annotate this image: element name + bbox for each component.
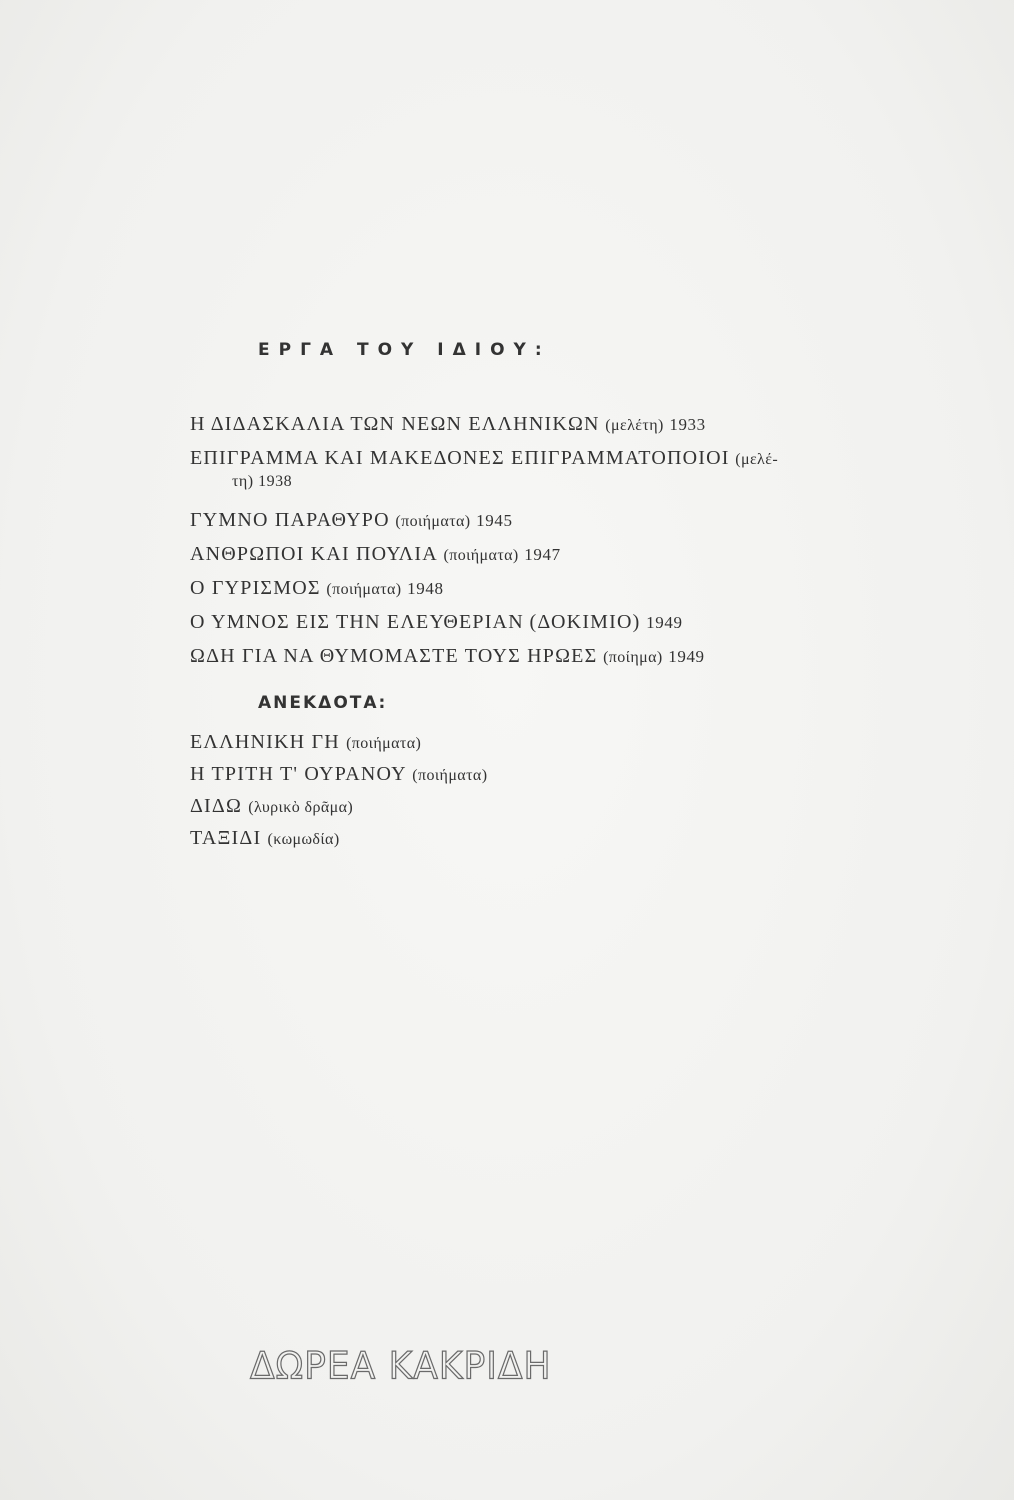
unpublished-note: (ποιήματα) xyxy=(346,735,422,752)
unpublished-note: (κωμωδία) xyxy=(267,831,340,848)
work-title: Η ΔΙΔΑΣΚΑΛΙΑ ΤΩΝ ΝΕΩΝ ΕΛΛΗΝΙΚΩΝ xyxy=(190,413,600,435)
work-title: ΓΥΜΝΟ ΠΑΡΑΘΥΡΟ xyxy=(190,509,390,531)
work-note: (μελέ- xyxy=(735,451,779,468)
work-entry xyxy=(190,644,990,678)
work-note: (μελέτη) xyxy=(605,417,664,434)
works-list xyxy=(190,412,990,678)
unpublished-heading: ΑΝΕΚΔΟΤΑ: xyxy=(258,693,388,713)
work-year: 1933 xyxy=(669,415,706,434)
donation-stamp: ΔΩΡΕΑ ΚΑΚΡΙΔΗ xyxy=(250,1344,552,1389)
work-year: 1949 xyxy=(646,613,683,632)
unpublished-title: ΕΛΛΗΝΙΚΗ ΓΗ xyxy=(190,731,340,753)
work-year: 1947 xyxy=(524,545,561,564)
work-entry xyxy=(190,412,990,446)
work-title: ΑΝΘΡΩΠΟΙ ΚΑΙ ΠΟΥΛΙΑ xyxy=(190,543,438,565)
unpublished-note: (λυρικὸ δρᾶμα) xyxy=(248,799,354,816)
work-note: (ποιήματα) xyxy=(326,581,402,598)
work-year: 1945 xyxy=(476,511,513,530)
work-entry xyxy=(190,446,990,474)
work-title: ΕΠΙΓΡΑΜΜΑ ΚΑΙ ΜΑΚΕΔΟΝΕΣ ΕΠΙΓΡΑΜΜΑΤΟΠΟΙΟΙ xyxy=(190,447,730,469)
unpublished-list xyxy=(190,730,890,858)
unpublished-title: ΔΙΔΩ xyxy=(190,795,243,817)
unpublished-entry xyxy=(190,794,890,826)
work-entry xyxy=(190,610,990,644)
work-note: (ΔΟΚΙΜΙΟ) xyxy=(529,611,641,633)
work-note: (ποίημα) xyxy=(603,649,663,666)
work-note: (ποιήματα) xyxy=(443,547,519,564)
work-title: Ο ΓΥΡΙΣΜΟΣ xyxy=(190,577,321,599)
work-year: 1949 xyxy=(668,647,705,666)
work-title: Ο ΥΜΝΟΣ ΕΙΣ ΤΗΝ ΕΛΕΥΘΕΡΙΑΝ xyxy=(190,611,524,633)
work-year: 1948 xyxy=(407,579,444,598)
unpublished-note: (ποιήματα) xyxy=(412,767,488,784)
unpublished-entry xyxy=(190,826,890,858)
work-title: ΩΔΗ ΓΙΑ ΝΑ ΘΥΜΟΜΑΣΤΕ ΤΟΥΣ ΗΡΩΕΣ xyxy=(190,645,598,667)
unpublished-title: Η ΤΡΙΤΗ Τ' ΟΥΡΑΝΟΥ xyxy=(190,763,407,785)
work-entry-continuation: τη) 1938 xyxy=(232,473,293,490)
work-entry xyxy=(190,542,990,576)
unpublished-entry xyxy=(190,730,890,762)
unpublished-entry xyxy=(190,762,890,794)
work-entry xyxy=(190,576,990,610)
works-heading: ΕΡΓΑ ΤΟΥ ΙΔΙΟΥ: xyxy=(258,340,551,360)
work-note: (ποιήματα) xyxy=(395,513,471,530)
work-entry xyxy=(190,508,990,542)
unpublished-title: ΤΑΞΙΔΙ xyxy=(190,827,262,849)
